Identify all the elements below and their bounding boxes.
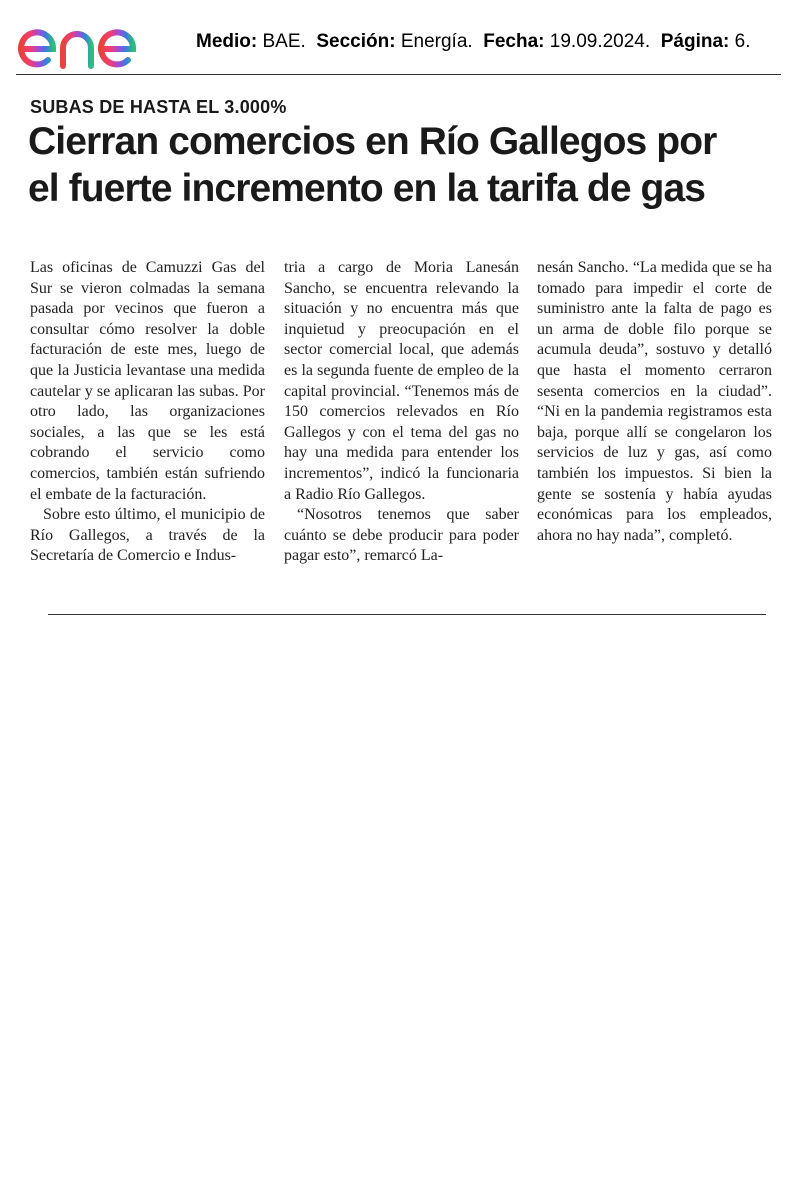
article-column-1 — [30, 258, 265, 567]
medio-value: BAE. — [262, 31, 306, 52]
seccion-label: Sección: — [316, 31, 396, 52]
fecha-label: Fecha: — [483, 31, 545, 52]
seccion-value: Energía. — [400, 31, 473, 52]
paragraph: nesán Sancho. “La medida que se ha tomado para impedir el corte de suministro ante la falta de pago es un arma de doble filo porque se acumula deuda”, sostuvo y detalló que hasta el momento cerraron sesenta comercios en la ciudad”. “Ni en la pandemia registramos esta baja, porque allí se congelaron los servicios de luz y gas, así como también los impuestos. Si bien la gente se sostenía y había ayudas económicas para los empleados, ahora no hay nada”, completó. — [537, 259, 772, 544]
enel-logo — [16, 8, 180, 72]
pagina-value: 6. — [734, 31, 751, 52]
paragraph: Sobre esto último, el municipio de Río Gallegos, a través de la Secretaría de Comercio e Indus- — [30, 506, 265, 565]
article-kicker: SUBAS DE HASTA EL 3.000% — [30, 97, 287, 117]
headline-line-2: el fuerte incremento en la tarifa de gas — [28, 167, 706, 210]
article-headline — [28, 118, 768, 212]
header-divider — [16, 74, 781, 75]
article-end-divider — [48, 614, 766, 615]
paragraph: “Nosotros tenemos que saber cuánto se debe producir para poder pagar esto”, remarcó La- — [284, 506, 519, 565]
paragraph: tria a cargo de Moria Lanesán Sancho, se encuentra relevando la situación y no encuentra más que inquietud y preocupación en el sector comercial local, que además es la segunda fuente de empleo de la capital provincial. “Tenemos más de 150 comercios relevados en Río Gallegos y con el tema del gas no hay una medida para entender los incrementos”, indicó la funcionaria a Radio Río Gallegos. — [284, 259, 519, 503]
article-column-2 — [284, 258, 519, 567]
article-column-3 — [537, 258, 772, 546]
pagina-label: Página: — [660, 31, 730, 52]
headline-line-1: Cierran comercios en Río Gallegos por — [28, 120, 717, 163]
medio-label: Medio: — [196, 31, 258, 52]
fecha-value: 19.09.2024. — [549, 31, 651, 52]
paragraph: Las oficinas de Camuzzi Gas del Sur se vieron colmadas la semana pasada por vecinos que fueron a consultar cómo resolver la doble facturación de este mes, luego de que la Justicia levantase una medida cautelar y se aplicaran las subas. Por otro lado, las organizaciones sociales, a las que se les está cobrando el servicio como comercios, también están sufriendo el embate de la facturación. — [30, 259, 265, 503]
clipping-metadata — [196, 31, 750, 53]
